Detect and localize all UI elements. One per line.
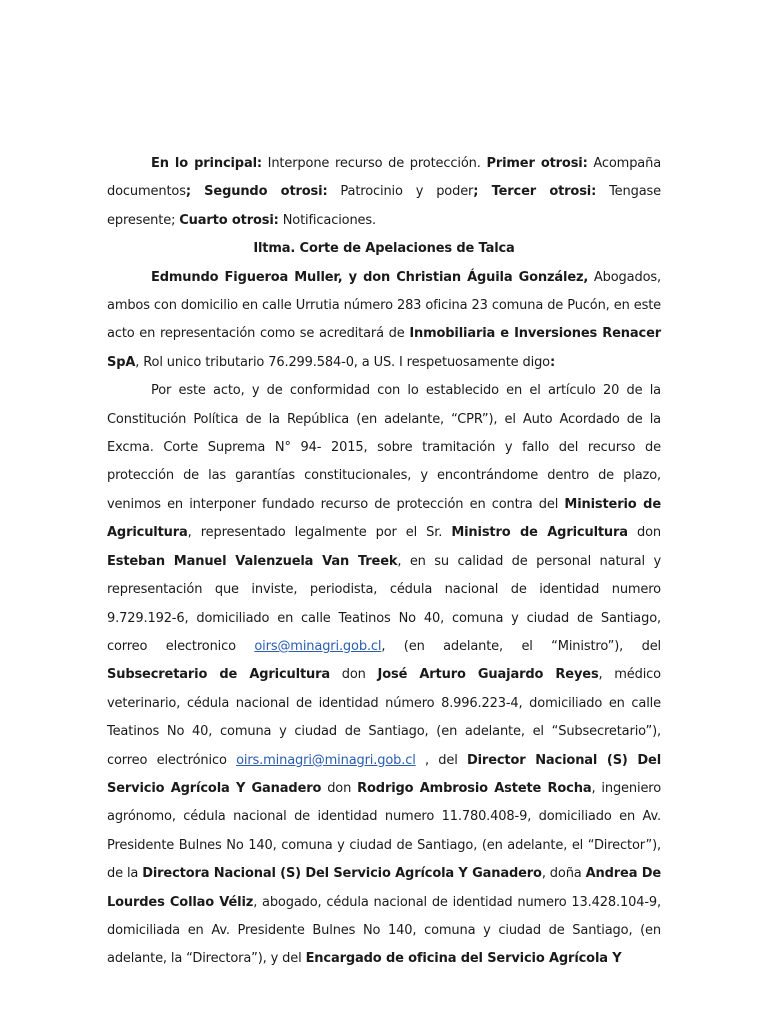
primer-otrosi-text: Acompaña documentos [107, 156, 662, 200]
email-link-ministro[interactable]: oirs@minagri.gob.cl [254, 638, 382, 654]
cuerpo-text-12: , abogado, cédula nacional de identidad numero 13.428.104-9, domiciliada en Av. Presidente Bulnes No 140, comuna y ciudad de Santiago, (en adelante, la “Directora”), y del [107, 894, 661, 967]
sumilla-paragraph [107, 150, 661, 235]
encargado-cargo: Encargado de oficina del Servicio Agrícola Y [305, 951, 622, 967]
abogados-names: Edmundo Figueroa Muller, y don Christian Águila González, [151, 269, 589, 285]
cuerpo-text-8: , del [415, 752, 467, 768]
email-link-subsecretario[interactable]: oirs.minagri@minagri.gob.cl [236, 752, 416, 768]
cuerpo-text-6: don [330, 667, 378, 683]
tercer-otrosi-text: Tengase epresente; [107, 184, 661, 228]
cuerpo-text-9: don [321, 780, 358, 796]
cuerpo-text-2: , representado legalmente por el Sr. [187, 525, 452, 541]
directora-nombre: Andrea De Lourdes Collao Véliz [107, 866, 662, 910]
cuerpo-text-5: , (en adelante, el “Ministro”), del [381, 638, 662, 654]
tercer-otrosi-label: ; Tercer otrosi: [473, 184, 597, 200]
ministerio-name: Ministerio de Agricultura [107, 496, 661, 541]
subsecretario-cargo: Subsecretario de Agricultura [107, 667, 331, 683]
comparecencia-colon: : [549, 354, 556, 370]
cuerpo-text-4: , en su calidad de personal natural y representación que inviste, periodista, cédula nacional de identidad numero 9.729.192-6, domiciliado en calle Teatinos No 40, comuna y ciudad de Santiago, correo electronico [107, 553, 661, 654]
document-page [107, 150, 661, 974]
subsecretario-nombre: José Arturo Guajardo Reyes [377, 667, 599, 683]
segundo-otrosi-text: Patrocinio y poder [327, 184, 474, 200]
en-lo-principal-label: En lo principal: [151, 156, 262, 171]
cuarto-otrosi-text: Notificaciones. [278, 212, 376, 228]
segundo-otrosi-label: ; Segundo otrosi: [185, 184, 328, 200]
cuerpo-text-11: , doña [541, 866, 586, 882]
comparecencia-text-2: , Rol unico tributario 76.299.584-0, a US. I respetuosamente digo [135, 354, 550, 370]
cuerpo-paragraph [107, 377, 661, 974]
cuerpo-text-1: Por este acto, y de conformidad con lo establecido en el artículo 20 de la Constitución Política de la República (en adelante, “CPR”), el Auto Acordado de la Excma. Corte Suprema N° 94- 2015, sobre tramitación y fallo del recurso de protección de las garantías constitucionales, y encontrándome dentro de plazo, venimos en interponer fundado recurso de protección en contra del [107, 383, 661, 512]
director-cargo: Director Nacional (S) Del Servicio Agrícola Y Ganadero [107, 752, 662, 796]
primer-otrosi-label: Primer otrosi: [486, 156, 588, 171]
director-nombre: Rodrigo Ambrosio Astete Rocha [357, 780, 592, 796]
cuerpo-text-3: don [627, 525, 661, 541]
cuerpo-text-10: , ingeniero agrónomo, cédula nacional de identidad numero 11.780.408-9, domiciliado en Av. Presidente Bulnes No 140, comuna y ciudad de Santiago, (en adelante, el “Director”), de la [107, 780, 662, 882]
empresa-name: Inmobiliaria e Inversiones Renacer SpA [107, 326, 662, 370]
en-lo-principal-text: Interpone recurso de protección. [261, 156, 487, 171]
ministro-nombre: Esteban Manuel Valenzuela Van Treek [107, 553, 398, 569]
comparecencia-paragraph [107, 264, 661, 378]
cuarto-otrosi-label: Cuarto otrosi: [179, 212, 279, 228]
comparecencia-text-1: Abogados, ambos con domicilio en calle Urrutia número 283 oficina 23 comuna de Pucón, en este acto en representación como se acreditará de [107, 269, 661, 342]
tribunal-heading [107, 235, 661, 263]
ministro-cargo: Ministro de Agricultura [451, 525, 628, 541]
tribunal-name: Iltma. Corte de Apelaciones de Talca [253, 241, 515, 257]
cuerpo-text-7: , médico veterinario, cédula nacional de identidad número 8.996.223-4, domiciliado en calle Teatinos No 40, comuna y ciudad de Santiago, (en adelante, el “Subsecretario”), correo electrónico [107, 667, 661, 768]
directora-cargo: Directora Nacional (S) Del Servicio Agrícola Y Ganadero [142, 866, 542, 882]
